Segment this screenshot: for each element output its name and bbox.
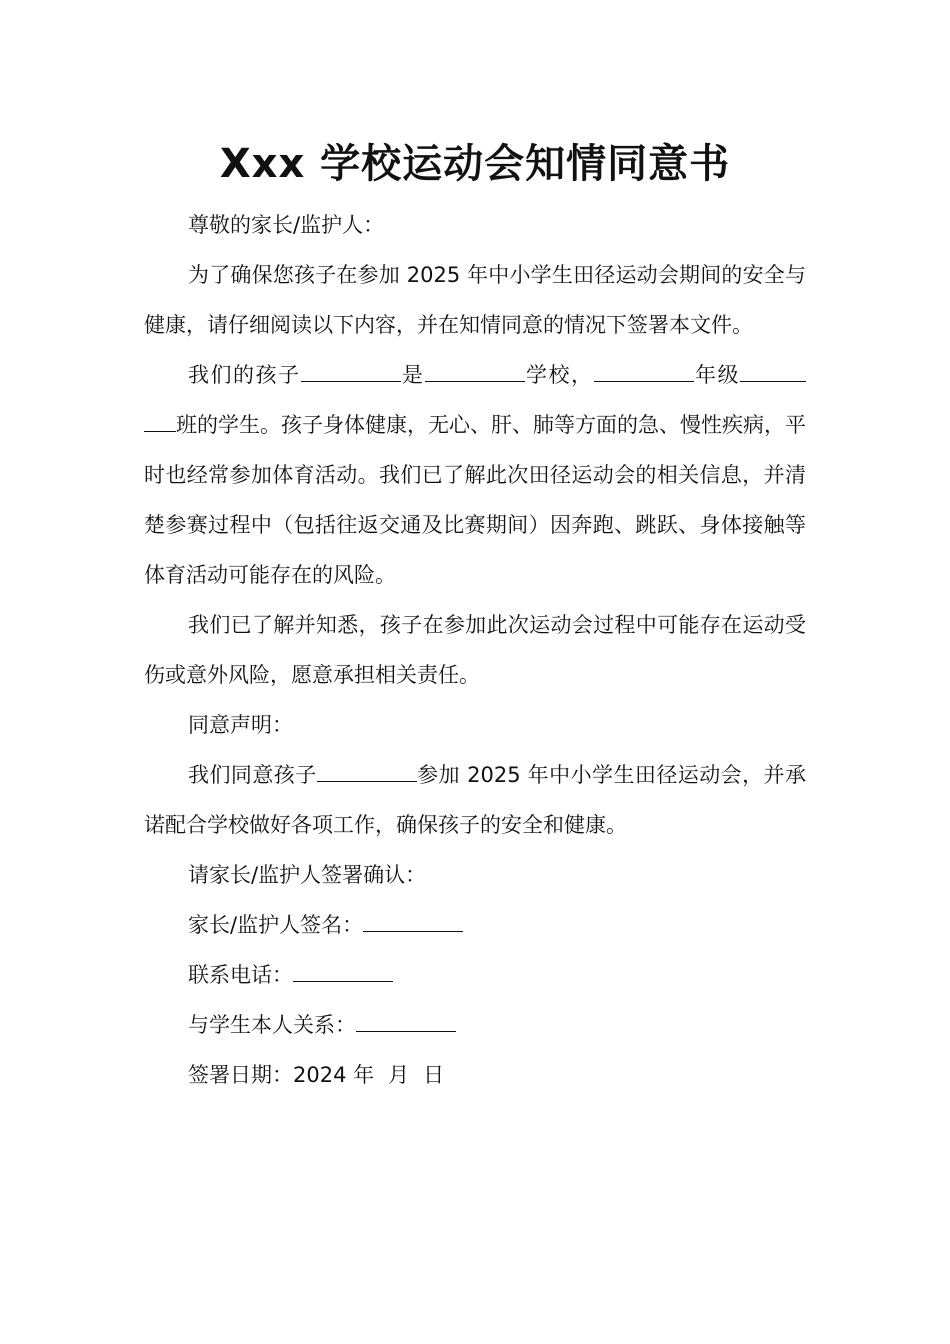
signature-blank[interactable]: [363, 911, 463, 932]
document-body: [144, 200, 806, 1100]
phone-blank[interactable]: [293, 961, 393, 982]
student-info-text-4: 年级: [693, 363, 740, 387]
consent-paragraph: [144, 750, 806, 850]
relation-label: 与学生本人关系：: [188, 1013, 356, 1037]
relation-blank[interactable]: [356, 1011, 456, 1032]
child-name-blank[interactable]: [301, 361, 401, 382]
month-label: 月: [388, 1063, 410, 1087]
consent-heading: 同意声明：: [188, 713, 293, 737]
date-label: 签署日期：2024 年: [188, 1063, 375, 1087]
day-label: 日: [423, 1063, 445, 1087]
student-info-text-5: 班的学生。孩子身体健康，无心、肝、肺等方面的急、慢性疾病，平时也经常参加体育活动。我们已了解此次田径运动会的相关信息，并清楚参赛过程中（包括往返交通及比赛期间）因奔跑、跳跃、身体接触等体育活动可能存在的风险。: [144, 413, 806, 587]
grade-blank[interactable]: [594, 361, 694, 382]
sign-prompt: 请家长/监护人签署确认：: [188, 863, 427, 887]
class-blank-start[interactable]: [740, 361, 806, 382]
consent-child-name-blank[interactable]: [317, 761, 417, 782]
student-info-text-1: 我们的孩子: [188, 363, 301, 387]
student-info-text-2: 是: [400, 363, 425, 387]
signature-label: 家长/监护人签名：: [188, 913, 364, 937]
document-title: Xxx 学校运动会知情同意书: [219, 141, 731, 187]
signature-line: [144, 900, 806, 950]
phone-line: [144, 950, 806, 1000]
class-blank-end[interactable]: [144, 411, 176, 432]
intro-paragraph: 为了确保您孩子在参加 2025 年中小学生田径运动会期间的安全与健康，请仔细阅读以下内容，并在知情同意的情况下签署本文件。: [144, 263, 806, 337]
consent-text-2: 参加 2025 年中小学生田径运动会，并承诺配合学校做好各项工作，确保孩子的安全和健康。: [144, 763, 807, 837]
student-info-text-3: 学校，: [524, 363, 594, 387]
student-info-paragraph: [144, 350, 806, 600]
phone-label: 联系电话：: [188, 963, 293, 987]
risk-paragraph: 我们已了解并知悉，孩子在参加此次运动会过程中可能存在运动受伤或意外风险，愿意承担相关责任。: [144, 613, 806, 687]
date-line: [144, 1050, 806, 1100]
consent-text-1: 我们同意孩子: [188, 763, 317, 787]
relation-line: [144, 1000, 806, 1050]
school-name-blank[interactable]: [425, 361, 525, 382]
greeting: 尊敬的家长/监护人：: [188, 213, 385, 237]
